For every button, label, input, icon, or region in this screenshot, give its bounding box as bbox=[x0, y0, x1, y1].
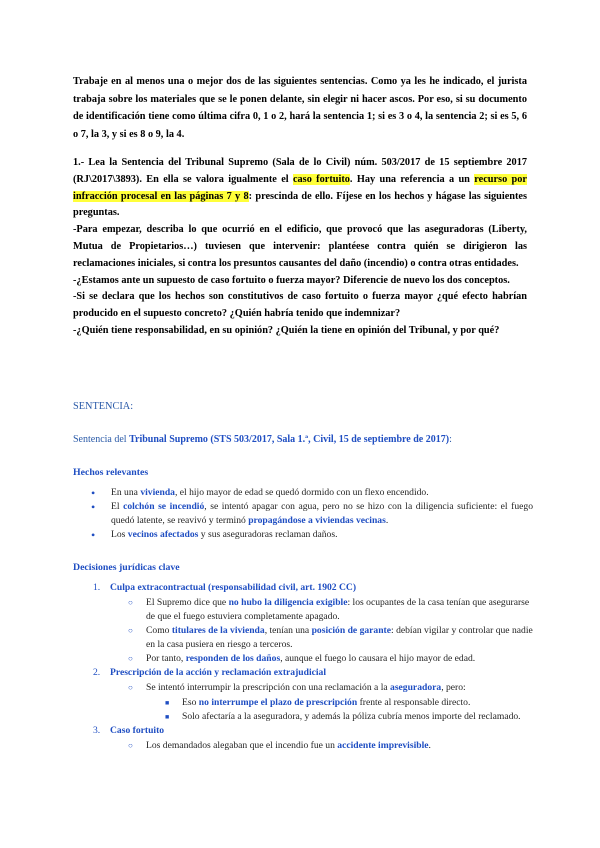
list-item bbox=[146, 739, 533, 753]
item-text: Solo afectaría a la aseguradora, y además la póliza cubría menos importe del reclamado. bbox=[182, 711, 521, 722]
decision-item bbox=[73, 724, 533, 753]
decision-number: 3. bbox=[93, 725, 101, 736]
item-text: Como bbox=[146, 625, 172, 636]
fact-emphasis: vivienda bbox=[140, 487, 175, 498]
list-item bbox=[146, 681, 533, 724]
item-emphasis: no hubo la diligencia exigible bbox=[228, 597, 348, 608]
list-item bbox=[182, 696, 533, 710]
section-title: SENTENCIA: bbox=[73, 401, 134, 412]
decision-title: Prescripción de la acción y reclamación extrajudicial bbox=[110, 667, 326, 678]
highlight-recurso: recurso por infracción procesal en las páginas 7 y 8 bbox=[73, 173, 527, 202]
item-text: Se intentó interrumpir la prescripción con una reclamación a la bbox=[146, 682, 391, 693]
decisions-heading: Decisiones jurídicas clave bbox=[73, 562, 180, 573]
fact-text: El bbox=[111, 501, 124, 512]
fact-emphasis: propagándose a viviendas vecinas bbox=[248, 515, 386, 526]
task-question-4: -¿Quién tiene responsabilidad, en su opinión? ¿Quién la tiene en opinión del Tribunal, y por qué? bbox=[73, 324, 500, 336]
sentence-prefix: Sentencia del bbox=[73, 434, 130, 445]
decision-sublist bbox=[110, 739, 533, 753]
item-emphasis: titulares de la vivienda bbox=[171, 625, 265, 636]
fact-text: Los bbox=[111, 529, 128, 540]
item-text: El Supremo dice que bbox=[146, 597, 229, 608]
list-item bbox=[146, 624, 533, 652]
fact-emphasis: colchón se incendió bbox=[123, 501, 205, 512]
item-emphasis: responden de los daños bbox=[185, 653, 281, 664]
decision-sublist bbox=[110, 681, 533, 724]
item-emphasis: accidente imprevisible bbox=[337, 740, 429, 751]
facts-heading: Hechos relevantes bbox=[73, 467, 149, 478]
item-text: , tenían una bbox=[264, 625, 312, 636]
task-question-1: -Para empezar, describa lo que ocurrió en el edificio, que provocó que las aseguradoras (Liberty, Mutua de Propietarios…) tuviesen que intervenir: plantéese contra quién se dirigieron las reclamaciones iniciales, si contra los presuntos causantes del daño (incendio) o contra otras entidades. bbox=[73, 224, 527, 269]
item-emphasis: posición de garante bbox=[311, 625, 392, 636]
item-text: : debían vigilar y controlar que nadie en la casa pusiera en riesgo a terceros. bbox=[146, 625, 533, 650]
decision-subsublist bbox=[146, 696, 533, 724]
decision-title: Caso fortuito bbox=[110, 725, 165, 736]
fact-emphasis: vecinos afectados bbox=[127, 529, 199, 540]
sentence-court: Tribunal Supremo (STS 503/2017, Sala 1.ª, Civil, 15 de septiembre de 2017) bbox=[129, 434, 450, 445]
item-text: frente al responsable directo. bbox=[357, 697, 471, 708]
highlight-caso-fortuito: caso fortuito bbox=[292, 173, 350, 185]
list-item bbox=[146, 596, 533, 624]
sentence-suffix: : bbox=[449, 434, 452, 445]
fact-text: y sus aseguradoras reclaman daños. bbox=[198, 529, 338, 540]
fact-text: , se intentó apagar con agua, pero no se hizo con la diligencia suficiente: el fuego quedó latente, se reavivó y terminó bbox=[111, 501, 533, 526]
item-text: Los demandados alegaban que el incendio fue un bbox=[146, 740, 338, 751]
list-item bbox=[111, 486, 533, 500]
fact-text: , el hijo mayor de edad se quedó dormido con un flexo encendido. bbox=[174, 487, 429, 498]
fact-text: En una bbox=[111, 487, 141, 498]
item-text: . bbox=[428, 740, 431, 751]
decision-item bbox=[73, 666, 533, 724]
task-question-3: -Si se declara que los hechos son constitutivos de caso fortuito o fuerza mayor ¿qué efecto habrían producido en el supuesto concreto? ¿Quién habría tenido que indemnizar? bbox=[73, 291, 527, 320]
sentence-reference bbox=[73, 433, 533, 447]
decision-number: 1. bbox=[93, 582, 101, 593]
item-text: : los ocupantes de la casa tenían que asegurarse de que el fuego estuviera completamente apagado. bbox=[146, 597, 530, 622]
item-text: , aunque el fuego lo causara el hijo mayor de edad. bbox=[280, 653, 476, 664]
decisions-list bbox=[73, 581, 533, 753]
fact-text: . bbox=[385, 515, 389, 526]
item-text: Por tanto, bbox=[146, 653, 186, 664]
task-question-2: -¿Estamos ante un supuesto de caso fortuito o fuerza mayor? Diferencie de nuevo los dos conceptos. bbox=[73, 274, 510, 286]
task-section bbox=[73, 155, 527, 340]
list-item bbox=[146, 652, 533, 666]
item-text: , pero: bbox=[441, 682, 466, 693]
list-item bbox=[182, 710, 533, 724]
item-text: Eso bbox=[182, 697, 199, 708]
item-emphasis: no interrumpe el plazo de prescripción bbox=[198, 697, 358, 708]
task-text: : prescinda de ello. Fíjese en los hechos y hágase las siguientes preguntas. bbox=[73, 190, 527, 219]
decision-sublist bbox=[110, 596, 533, 666]
task-text: 1.- Lea la Sentencia del Tribunal Supremo (Sala de lo Civil) núm. 503/2017 de 15 septiembre 2017 (RJ\2017\3893). En ella se valora igualmente el bbox=[73, 157, 527, 185]
task-text: . Hay una referencia a un bbox=[349, 173, 475, 185]
decision-title: Culpa extracontractual (responsabilidad civil, art. 1902 CC) bbox=[110, 582, 357, 593]
decision-item bbox=[73, 581, 533, 666]
list-item bbox=[111, 500, 533, 528]
notes-section bbox=[73, 400, 533, 753]
decision-number: 2. bbox=[93, 667, 101, 678]
item-emphasis: aseguradora bbox=[390, 682, 442, 693]
task-paragraph-1 bbox=[73, 155, 527, 222]
list-item bbox=[111, 528, 533, 542]
facts-list bbox=[73, 486, 533, 542]
intro-paragraph: Trabaje en al menos una o mejor dos de las siguientes sentencias. Como ya les he indicado, el jurista trabaja sobre los materiales que se le ponen delante, sin elegir ni hacer ascos. Por eso, si su documento de identificación tiene como última cifra 0, 1 o 2, hará la sentencia 1; si es 3 o 4, la sentencia 2; si es 5, 6 o 7, la 3, y si es 8 o 9, la 4. bbox=[73, 76, 527, 140]
